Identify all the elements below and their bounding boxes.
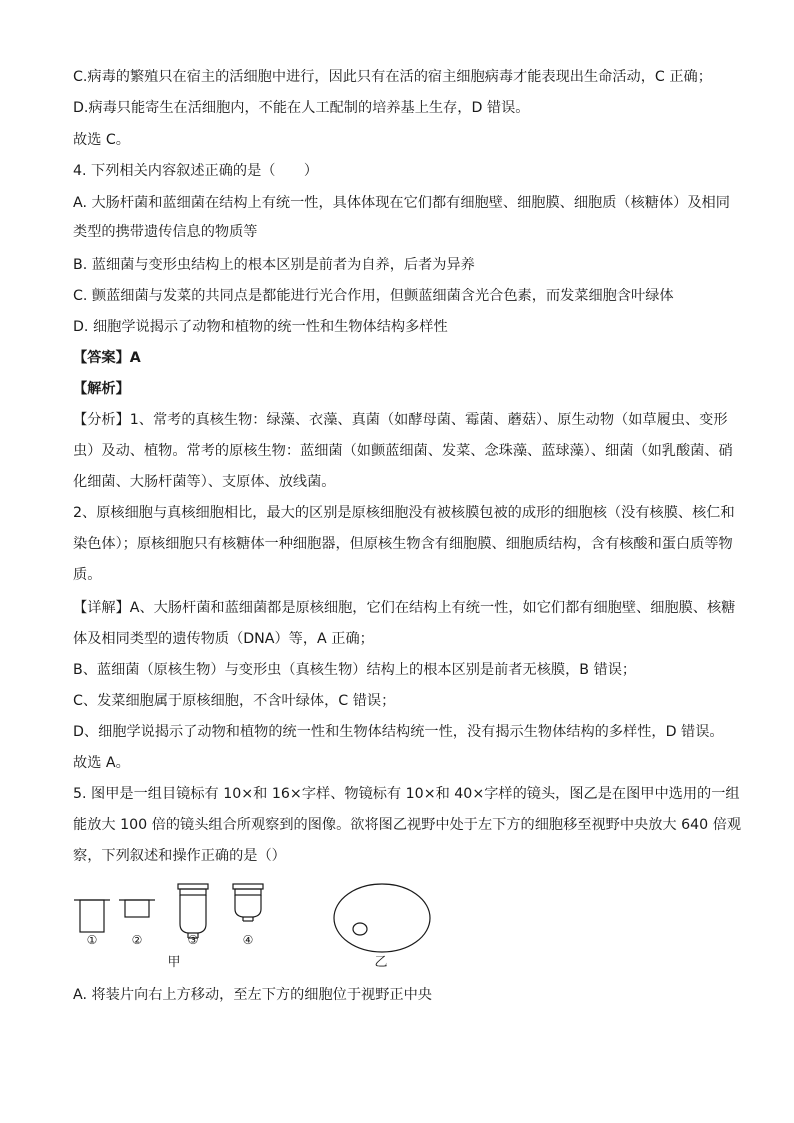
detail-line-1: 【详解】A、大肠杆菌和蓝细菌都是原核细胞，它们在结构上有统一性，如它们都有细胞壁、细胞膜、核糖 bbox=[73, 600, 736, 616]
text-line-virus-d: D.病毒只能寄生在活细胞内，不能在人工配制的培养基上生存，D 错误。 bbox=[73, 100, 530, 116]
microscope-figure-svg bbox=[70, 880, 450, 970]
lens-label-2: ② bbox=[131, 933, 143, 947]
cell-lower-left bbox=[353, 923, 367, 935]
question-5-stem-line3: 察，下列叙述和操作正确的是（） bbox=[73, 848, 286, 864]
question-5-option-a: A. 将装片向右上方移动，至左下方的细胞位于视野正中央 bbox=[73, 987, 432, 1003]
question-4-option-a-line2: 类型的携带遗传信息的物质等 bbox=[73, 224, 258, 240]
question-4-stem: 4. 下列相关内容叙述正确的是（ ） bbox=[73, 163, 319, 179]
objective-lens-4 bbox=[233, 884, 263, 921]
objective-lens-3 bbox=[178, 884, 208, 938]
analysis-line-3: 化细菌、大肠杆菌等）、支原体、放线菌。 bbox=[73, 474, 336, 490]
microscope-figure bbox=[70, 880, 450, 970]
lens-label-3: ③ bbox=[187, 933, 199, 947]
detail-line-c: C、发菜细胞属于原核细胞，不含叶绿体，C 错误； bbox=[73, 693, 396, 709]
detail-line-d: D、细胞学说揭示了动物和植物的统一性和生物体结构统一性，没有揭示生物体结构的多样性，D 错误。 bbox=[73, 724, 724, 740]
detail-line-2: 体及相同类型的遗传物质（DNA）等，A 正确； bbox=[73, 631, 374, 647]
detail-choose-a: 故选 A。 bbox=[73, 755, 130, 771]
text-line-virus-c: C.病毒的繁殖只在宿主的活细胞中进行，因此只有在活的宿主细胞病毒才能表现出生命活动，C 正确； bbox=[73, 69, 712, 85]
eyepiece-lens-2 bbox=[119, 900, 155, 917]
lens-label-1: ① bbox=[86, 933, 98, 947]
answer-label: 【答案】A bbox=[73, 350, 141, 366]
analysis-line-5: 染色体）；原核细胞只有核糖体一种细胞器，但原核生物含有细胞膜、细胞质结构，含有核酸和蛋白质等物 bbox=[73, 536, 733, 552]
question-4-option-a-line1: A. 大肠杆菌和蓝细菌在结构上有统一性，具体体现在它们都有细胞壁、细胞膜、细胞质（核糖体）及相同 bbox=[73, 195, 730, 211]
lens-label-4: ④ bbox=[242, 933, 254, 947]
analysis-line-6: 质。 bbox=[73, 567, 102, 583]
text-line-choose-c: 故选 C。 bbox=[73, 132, 130, 148]
detail-line-b: B、蓝细菌（原核生物）与变形虫（真核生物）结构上的根本区别是前者无核膜，B 错误； bbox=[73, 662, 637, 678]
question-4-option-d: D. 细胞学说揭示了动物和植物的统一性和生物体结构多样性 bbox=[73, 319, 448, 335]
field-of-view bbox=[334, 884, 430, 952]
question-4-option-b: B. 蓝细菌与变形虫结构上的根本区别是前者为自养，后者为异养 bbox=[73, 257, 475, 273]
analysis-line-4: 2、原核细胞与真核细胞相比，最大的区别是原核细胞没有被核膜包被的成形的细胞核（没有核膜、核仁和 bbox=[73, 505, 735, 521]
question-5-stem-line2: 能放大 100 倍的镜头组合所观察到的图像。欲将图乙视野中处于左下方的细胞移至视野中央放大 640 倍观 bbox=[73, 817, 742, 833]
question-5-stem-line1: 5. 图甲是一组目镜标有 10×和 16×字样、物镜标有 10×和 40×字样的镜头，图乙是在图甲中选用的一组 bbox=[73, 786, 740, 802]
analysis-line-1: 【分析】1、常考的真核生物：绿藻、衣藻、真菌（如酵母菌、霉菌、蘑菇）、原生动物（如草履虫、变形 bbox=[73, 412, 728, 428]
question-4-option-c: C. 颤蓝细菌与发菜的共同点是都能进行光合作用，但颤蓝细菌含光合色素，而发菜细胞含叶绿体 bbox=[73, 288, 674, 304]
analysis-label: 【解析】 bbox=[73, 381, 130, 397]
eyepiece-lens-1 bbox=[74, 900, 110, 932]
analysis-line-2: 虫）及动、植物。常考的原核生物：蓝细菌（如颤蓝细菌、发菜、念珠藻、蓝球藻）、细菌（如乳酸菌、硝 bbox=[73, 443, 733, 459]
figure-caption-yi: 乙 bbox=[374, 955, 388, 970]
figure-caption-jia: 甲 bbox=[167, 955, 181, 970]
